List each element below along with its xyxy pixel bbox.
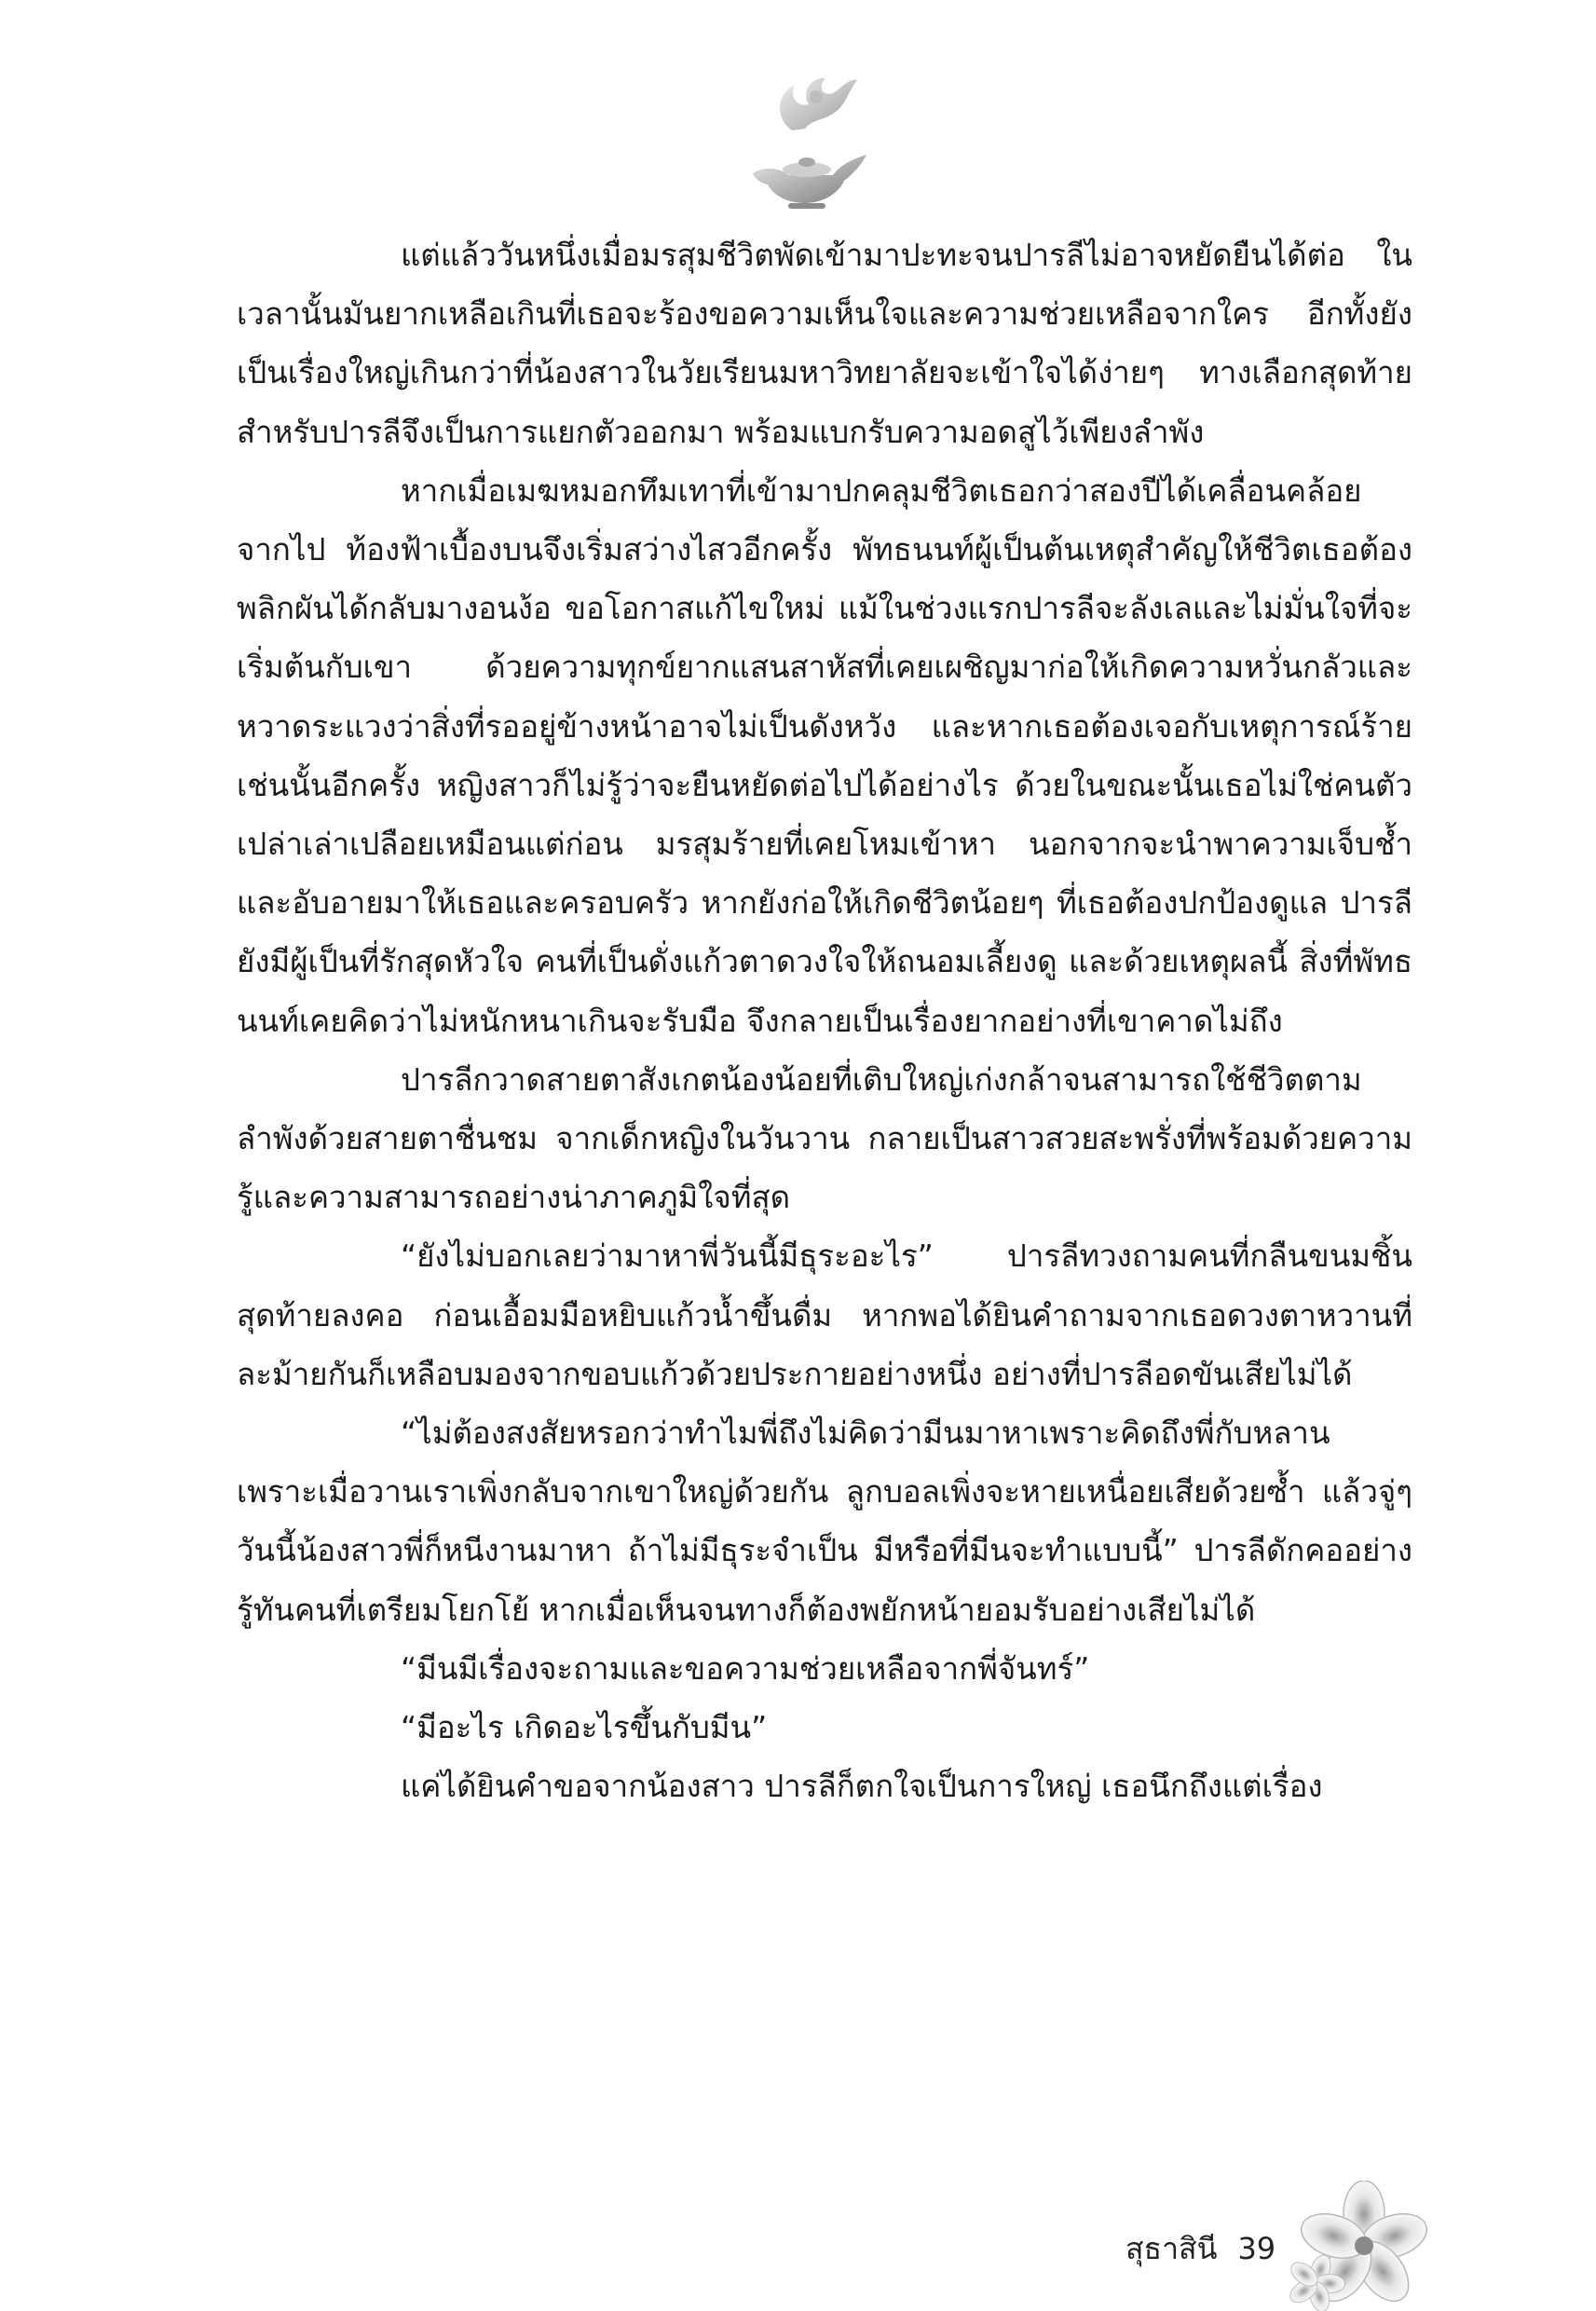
magic-lamp-icon	[736, 65, 876, 214]
paragraph: แค่ได้ยินคำขอจากน้องสาว ปารลีก็ตกใจเป็นการใหญ่ เธอนึกถึงแต่เรื่อง	[401, 1768, 1323, 1805]
paragraph: “มีอะไร เกิดอะไรขึ้นกับมีน”	[401, 1709, 768, 1746]
paragraph: หากเมื่อเมฆหมอกทึมเทาที่เข้ามาปกคลุมชีวิตเธอกว่าสองปีได้เคลื่อนคล้อยจากไป ท้องฟ้าเบื้องบนจึงเริ่มสว่างไสวอีกครั้ง พัทธนนท์ผู้เป็นต้นเหตุสำคัญให้ชีวิตเธอต้องพลิกผันได้กลับมางอนง้อ ขอโอกาสแก้ไขใหม่ แม้ในช่วงแรกปารลีจะลังเลและไม่มั่นใจที่จะเริ่มต้นกับเขา ด้วยความทุกข์ยากแสนสาหัสที่เคยเผชิญมาก่อให้เกิดความหวั่นกลัวและหวาดระแวงว่าสิ่งที่รออยู่ข้างหน้าอาจไม่เป็นดังหวัง และหากเธอต้องเจอกับเหตุการณ์ร้ายเช่นนั้นอีกครั้ง หญิงสาวก็ไม่รู้ว่าจะยืนหยัดต่อไปได้อย่างไร ด้วยในขณะนั้นเธอไม่ใช่คนตัวเปล่าเล่าเปลือยเหมือนแต่ก่อน มรสุมร้ายที่เคยโหมเข้าหา นอกจากจะนำพาความเจ็บช้ำและอับอายมาให้เธอและครอบครัว หากยังก่อให้เกิดชีวิตน้อยๆ ที่เธอต้องปกป้องดูแล ปารลียังมีผู้เป็นที่รักสุดหัวใจ คนที่เป็นดั่งแก้วตาดวงใจให้ถนอมเลี้ยงดู และด้วยเหตุผลนี้ สิ่งที่พัทธนนท์เคยคิดว่าไม่หนักหนาเกินจะรับมือ จึงกลายเป็นเรื่องยากอย่างที่เขาคาดไม่ถึง	[237, 472, 1412, 1039]
paragraph: “ยังไม่บอกเลยว่ามาหาพี่วันนี้มีธุระอะไร” ปารลีทวงถามคนที่กลืนขนมชิ้นสุดท้ายลงคอ ก่อนเอื้อมมือหยิบแก้วน้ำขึ้นดื่ม หากพอได้ยินคำถามจากเธอดวงตาหวานที่ละม้ายกันก็เหลือบมองจากขอบแก้วด้วยประกายอย่างหนึ่ง อย่างที่ปารลีอดขันเสียไม่ได้	[237, 1238, 1412, 1392]
page-footer	[1125, 2225, 1275, 2272]
paragraph: “ไม่ต้องสงสัยหรอกว่าทำไมพี่ถึงไม่คิดว่ามีนมาหาเพราะคิดถึงพี่กับหลาน เพราะเมื่อวานเราเพิ่งกลับจากเขาใหญ่ด้วยกัน ลูกบอลเพิ่งจะหายเหนื่อยเสียด้วยซ้ำ แล้วจู่ๆ วันนี้น้องสาวพี่ก็หนีงานมาหา ถ้าไม่มีธุระจำเป็น มีหรือที่มีนจะทำแบบนี้” ปารลีดักคออย่างรู้ทันคนที่เตรียมโยกโย้ หากเมื่อเห็นจนทางก็ต้องพยักหน้ายอมรับอย่างเสียไม่ได้	[237, 1415, 1412, 1628]
page-number: 39	[1237, 2231, 1276, 2266]
body-text	[237, 226, 1412, 1815]
frangipani-flower-icon	[1288, 2181, 1437, 2311]
book-title: สุธาสินี	[1125, 2231, 1218, 2266]
paragraph: ปารลีกวาดสายตาสังเกตน้องน้อยที่เติบใหญ่เก่งกล้าจนสามารถใช้ชีวิตตามลำพังด้วยสายตาชื่นชม จากเด็กหญิงในวันวาน กลายเป็นสาวสวยสะพรั่งที่พร้อมด้วยความรู้และความสามารถอย่างน่าภาคภูมิใจที่สุด	[237, 1060, 1412, 1216]
paragraph: แต่แล้ววันหนึ่งเมื่อมรสุมชีวิตพัดเข้ามาปะทะจนปารลีไม่อาจหยัดยืนได้ต่อ ในเวลานั้นมันยากเหลือเกินที่เธอจะร้องขอความเห็นใจและความช่วยเหลือจากใคร อีกทั้งยังเป็นเรื่องใหญ่เกินกว่าที่น้องสาวในวัยเรียนมหาวิทยาลัยจะเข้าใจได้ง่ายๆ ทางเลือกสุดท้ายสำหรับปารลีจึงเป็นการแยกตัวออกมา พร้อมแบกรับความอดสูไว้เพียงลำพัง	[237, 237, 1412, 450]
paragraph: “มีนมีเรื่องจะถามและขอความช่วยเหลือจากพี่จันทร์”	[401, 1649, 1090, 1687]
